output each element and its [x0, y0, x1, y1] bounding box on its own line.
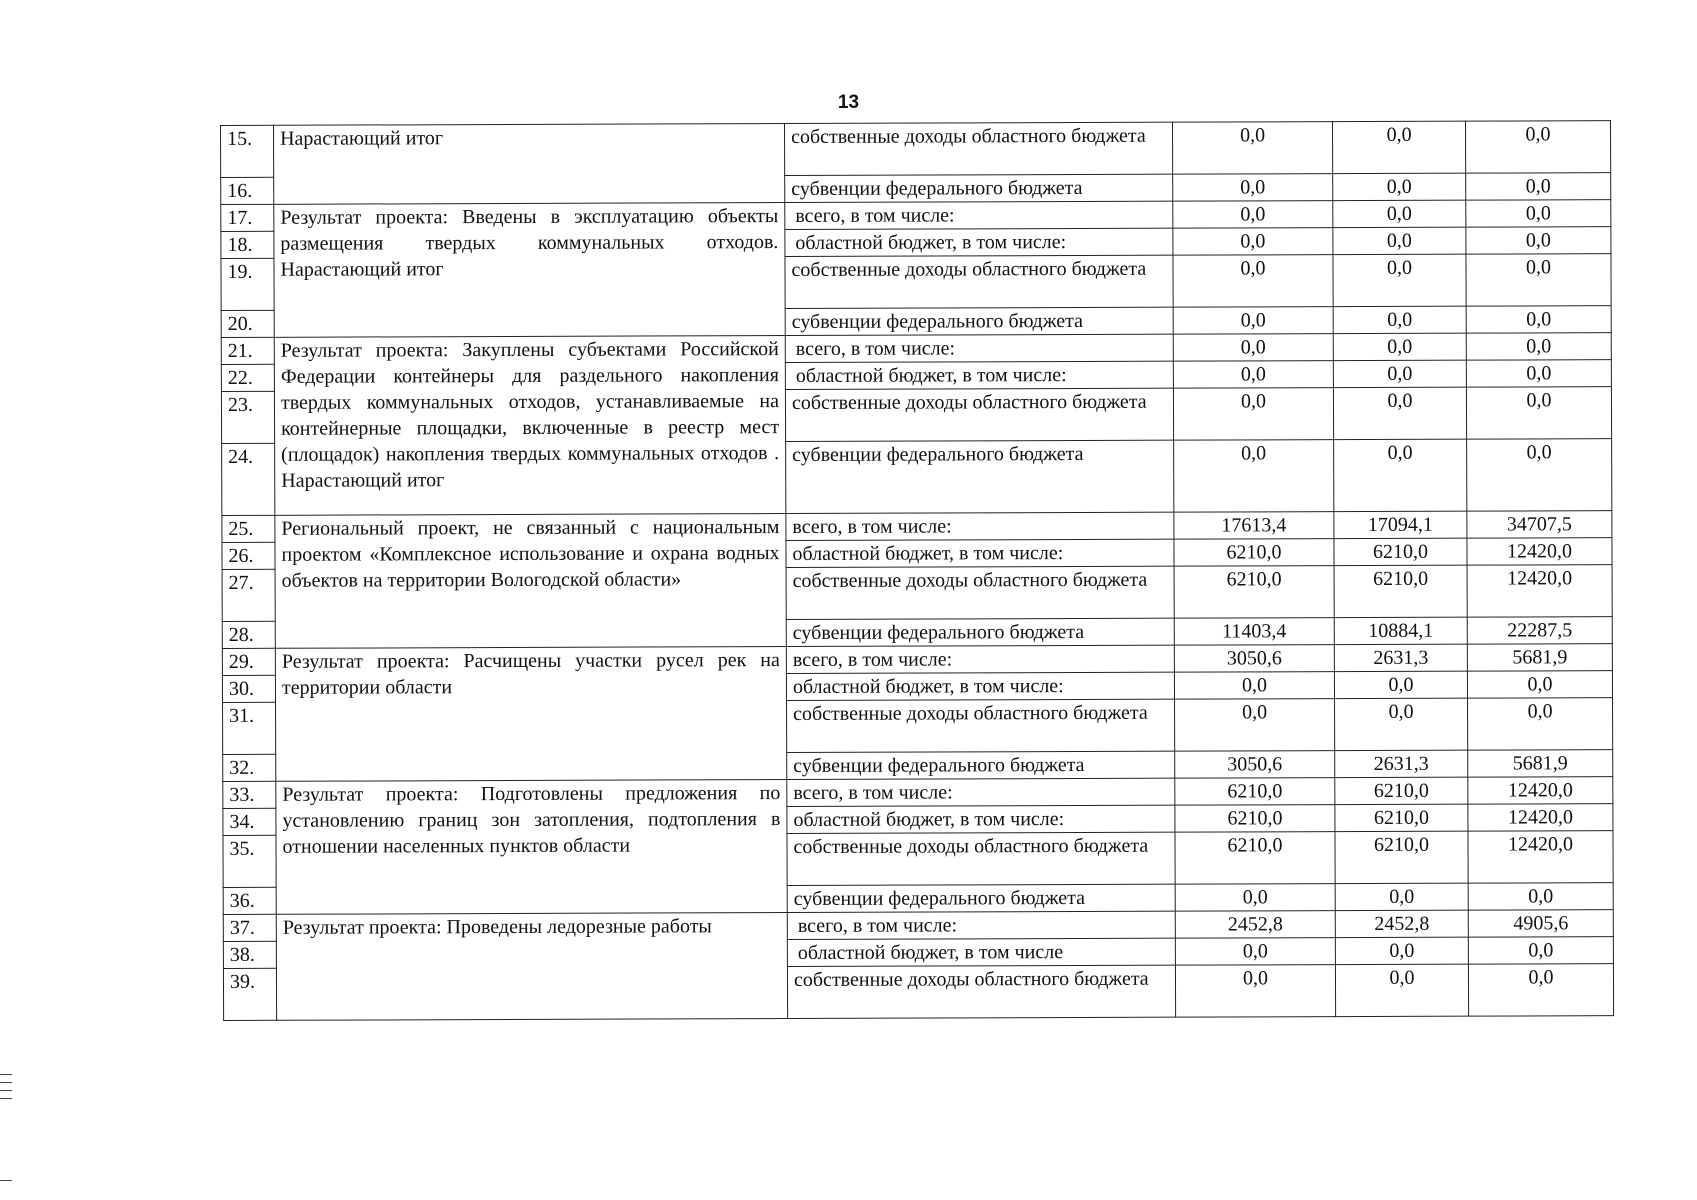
funding-source: областной бюджет, в том числе:	[785, 361, 1173, 389]
funding-source: субвенции федерального бюджета	[787, 751, 1175, 779]
row-number: 22.	[221, 364, 274, 391]
value-year-2: 2631,3	[1334, 644, 1467, 671]
value-year-1: 11403,4	[1174, 618, 1334, 646]
value-total: 0,0	[1465, 121, 1610, 174]
table-row	[222, 511, 1612, 543]
row-number: 31.	[223, 702, 276, 754]
value-year-2: 0,0	[1334, 671, 1467, 698]
margin-mark	[0, 1082, 12, 1083]
funding-source: всего, в том числе:	[786, 645, 1174, 673]
item-title: Результат проекта: Проведены ледорезные работы	[276, 913, 787, 1021]
row-number: 26.	[222, 542, 275, 569]
budget-table	[220, 120, 1614, 1021]
funding-source: всего, в том числе:	[785, 201, 1173, 229]
value-total: 4905,6	[1468, 910, 1613, 938]
value-year-1: 0,0	[1175, 938, 1335, 966]
funding-source: субвенции федерального бюджета	[786, 440, 1174, 513]
row-number: 34.	[223, 808, 276, 835]
value-total: 0,0	[1468, 964, 1613, 1017]
value-year-1: 6210,0	[1175, 805, 1335, 833]
value-year-2: 6210,0	[1335, 777, 1468, 804]
row-number: 15.	[221, 125, 274, 177]
funding-source: собственные доходы областного бюджета	[785, 255, 1173, 308]
value-year-1: 3050,6	[1175, 751, 1335, 779]
value-year-1: 6210,0	[1175, 778, 1335, 806]
funding-source: областной бюджет, в том числе:	[787, 805, 1175, 833]
value-year-2: 0,0	[1332, 121, 1465, 173]
value-total: 0,0	[1466, 387, 1611, 440]
row-number: 28.	[222, 621, 275, 648]
item-title: Региональный проект, не связанный с национальным проектом «Комплексное использование и охрана водных объектов на территории Вологодской области»	[275, 514, 786, 649]
value-year-2: 0,0	[1333, 227, 1466, 254]
item-title: Нарастающий итог	[274, 124, 785, 205]
row-number: 37.	[223, 914, 276, 941]
item-title: Результат проекта: Закуплены субъектами Российской Федерации контейнеры для раздельного накопления твердых коммунальных отходов, устанавливаемые на контейнерные площадки, включенные в реестр мест (площадок) накопления твердых коммунальных отходов . Нарастающий итог	[274, 336, 786, 516]
value-year-2: 0,0	[1333, 360, 1466, 387]
value-year-1: 0,0	[1173, 361, 1333, 389]
margin-mark	[0, 1074, 12, 1075]
value-total: 0,0	[1466, 333, 1611, 361]
funding-source: собственные доходы областного бюджета	[787, 699, 1175, 752]
value-year-1: 0,0	[1175, 699, 1335, 752]
margin-mark	[0, 1090, 12, 1091]
row-number: 29.	[222, 648, 275, 675]
value-year-1: 17613,4	[1174, 512, 1334, 540]
page-number: 13	[837, 92, 860, 113]
value-year-2: 0,0	[1333, 200, 1466, 227]
row-number: 36.	[223, 887, 276, 914]
value-year-2: 17094,1	[1334, 511, 1467, 538]
row-number: 17.	[221, 204, 274, 231]
value-total: 0,0	[1468, 698, 1613, 751]
row-number: 39.	[223, 968, 276, 1020]
value-year-2: 0,0	[1333, 387, 1466, 439]
value-total: 0,0	[1466, 360, 1611, 388]
row-number: 16.	[221, 177, 274, 204]
row-number: 27.	[222, 569, 275, 621]
value-total: 0,0	[1466, 200, 1611, 228]
value-year-2: 0,0	[1333, 173, 1466, 200]
value-year-1: 0,0	[1175, 965, 1335, 1018]
funding-source: собственные доходы областного бюджета	[784, 122, 1172, 175]
value-total: 12420,0	[1467, 565, 1612, 618]
funding-source: собственные доходы областного бюджета	[785, 388, 1173, 441]
value-year-2: 6210,0	[1334, 538, 1467, 565]
row-number: 25.	[222, 515, 275, 542]
value-year-1: 2452,8	[1175, 911, 1335, 939]
funding-source: областной бюджет, в том числе:	[786, 672, 1174, 700]
value-year-2: 0,0	[1335, 937, 1468, 964]
row-number: 33.	[223, 781, 276, 808]
value-year-2: 0,0	[1333, 254, 1466, 306]
value-year-2: 2452,8	[1335, 910, 1468, 937]
value-total: 0,0	[1466, 306, 1611, 334]
value-year-2: 6210,0	[1335, 831, 1468, 883]
value-year-1: 6210,0	[1174, 539, 1334, 567]
row-number: 18.	[221, 231, 274, 258]
value-year-1: 0,0	[1173, 388, 1333, 441]
value-total: 0,0	[1466, 227, 1611, 255]
value-year-2: 0,0	[1333, 306, 1466, 333]
value-year-1: 0,0	[1172, 122, 1332, 175]
value-year-1: 0,0	[1173, 307, 1333, 335]
margin-mark	[0, 1098, 12, 1099]
value-year-2: 0,0	[1333, 333, 1466, 360]
value-year-1: 6210,0	[1175, 832, 1335, 885]
value-total: 12420,0	[1467, 538, 1612, 566]
budget-table-body	[221, 121, 1614, 1021]
item-title: Результат проекта: Расчищены участки русел рек на территории области	[275, 647, 786, 782]
funding-source: всего, в том числе:	[787, 911, 1175, 939]
margin-mark	[0, 1180, 12, 1181]
value-year-2: 0,0	[1335, 698, 1468, 750]
table-row	[222, 644, 1612, 676]
row-number: 20.	[221, 310, 274, 337]
table-row	[221, 121, 1611, 178]
table-row	[221, 200, 1611, 232]
value-total: 5681,9	[1468, 750, 1613, 778]
value-year-2: 6210,0	[1334, 565, 1467, 617]
funding-source: собственные доходы областного бюджета	[786, 566, 1174, 619]
value-total: 0,0	[1468, 937, 1613, 965]
value-year-2: 0,0	[1334, 439, 1467, 511]
row-number: 38.	[223, 941, 276, 968]
value-total: 12420,0	[1468, 804, 1613, 832]
value-total: 5681,9	[1467, 644, 1612, 672]
row-number: 19.	[221, 258, 274, 310]
funding-source: субвенции федерального бюджета	[785, 174, 1173, 202]
funding-source: собственные доходы областного бюджета	[787, 832, 1175, 885]
value-total: 0,0	[1468, 883, 1613, 911]
value-year-1: 0,0	[1173, 228, 1333, 256]
value-year-2: 10884,1	[1334, 617, 1467, 644]
value-total: 0,0	[1466, 254, 1611, 307]
row-number: 23.	[221, 391, 274, 443]
value-year-1: 0,0	[1173, 174, 1333, 202]
value-year-2: 6210,0	[1335, 804, 1468, 831]
value-total: 12420,0	[1468, 831, 1613, 884]
funding-source: областной бюджет, в том числе:	[785, 228, 1173, 256]
funding-source: всего, в том числе:	[785, 334, 1173, 362]
row-number: 21.	[221, 337, 274, 364]
value-total: 34707,5	[1467, 511, 1612, 539]
funding-source: субвенции федерального бюджета	[786, 618, 1174, 646]
funding-source: собственные доходы областного бюджета	[787, 965, 1175, 1018]
value-year-1: 3050,6	[1174, 645, 1334, 673]
value-total: 0,0	[1466, 173, 1611, 201]
value-year-1: 0,0	[1173, 255, 1333, 308]
value-year-1: 0,0	[1174, 672, 1334, 700]
table-row	[223, 777, 1613, 809]
item-title: Результат проекта: Подготовлены предложения по установлению границ зон затопления, подтопления в отношении населенных пунктов области	[276, 780, 787, 915]
item-title: Результат проекта: Введены в эксплуатацию объекты размещения твердых коммунальных отходов. Нарастающий итог	[274, 203, 785, 338]
value-year-2: 0,0	[1335, 883, 1468, 910]
table-row	[221, 333, 1611, 365]
row-number: 30.	[222, 675, 275, 702]
value-year-1: 6210,0	[1174, 566, 1334, 619]
value-year-2: 0,0	[1335, 964, 1468, 1016]
value-year-1: 0,0	[1175, 884, 1335, 912]
funding-source: всего, в том числе:	[786, 512, 1174, 540]
value-year-2: 2631,3	[1335, 750, 1468, 777]
row-number: 35.	[223, 835, 276, 887]
value-total: 12420,0	[1468, 777, 1613, 805]
funding-source: областной бюджет, в том числе	[787, 938, 1175, 966]
funding-source: субвенции федерального бюджета	[787, 884, 1175, 912]
value-year-1: 0,0	[1173, 201, 1333, 229]
value-total: 0,0	[1467, 439, 1612, 512]
value-total: 22287,5	[1467, 617, 1612, 645]
row-number: 32.	[223, 754, 276, 781]
funding-source: областной бюджет, в том числе:	[786, 539, 1174, 567]
funding-source: всего, в том числе:	[787, 778, 1175, 806]
value-year-1: 0,0	[1173, 334, 1333, 362]
value-total: 0,0	[1467, 671, 1612, 699]
table-row	[223, 910, 1613, 942]
funding-source: субвенции федерального бюджета	[785, 307, 1173, 335]
row-number: 24.	[222, 443, 275, 515]
value-year-1: 0,0	[1174, 440, 1334, 513]
